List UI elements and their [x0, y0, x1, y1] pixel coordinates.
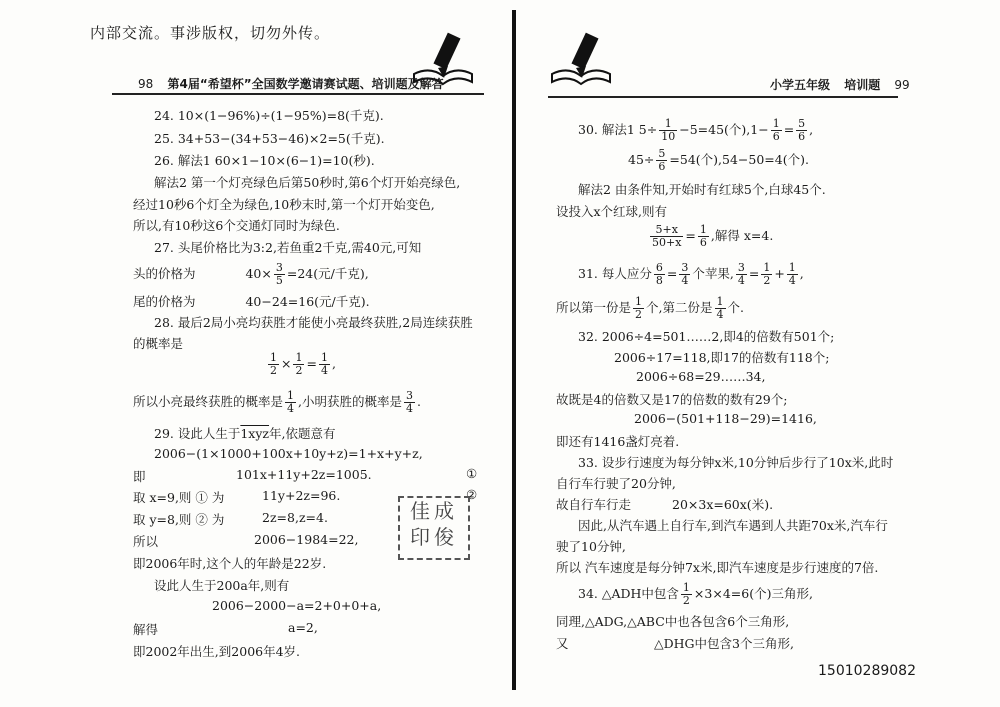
line-28-eq: $\frac{1}{2}$ × $\frac{1}{2}$ = $\frac{1}{4}$ , — [270, 351, 336, 377]
phone-number: 15010289082 — [818, 663, 916, 679]
right-logo — [548, 30, 614, 92]
line-29-3: 即 — [133, 469, 146, 484]
tail-price-expr: 40−24=16(元/千克). — [245, 294, 370, 309]
right-header-rule — [548, 96, 898, 98]
line-31-1: 31. 每人应分 $\frac{6}{8}$ = $\frac{3}{4}$ 个苹果, $\frac{3}{4}$ = $\frac{1}{2}$ + $\frac{1}{4}$ , — [578, 261, 804, 287]
line-29-1: 29. 设此人生于1xyz年,依题意有 — [154, 426, 336, 441]
head-price-expr-pre: 40× — [245, 266, 272, 281]
line-33-2: 自行车行驶了20分钟, — [556, 476, 676, 491]
top-note: 内部交流。事涉版权，切勿外传。 — [90, 24, 331, 42]
right-page-number: 99 — [894, 78, 910, 92]
line-29-5: 取 y=8,则 ② 为 — [133, 512, 225, 527]
line-29-10: 解得 — [133, 622, 159, 637]
line-30-1: 30. 解法1 5÷ $\frac{1}{10}$ −5=45(个),1− $\frac{1}{6}$ = $\frac{5}{6}$ , — [578, 117, 814, 143]
line-27: 27. 头尾价格比为3:2,若鱼重2千克,需40元,可知 — [154, 240, 422, 255]
line-33-4: 因此,从汽车遇上自行车,到汽车遇到人共距70x米,汽车行 — [578, 518, 888, 533]
right-header-section: 培训题 — [844, 78, 881, 92]
line-30-2: 45÷ $\frac{5}{6}$ =54(个),54−50=4(个). — [628, 147, 809, 173]
line-34-2: 同理,△ADG,△ABC中也各包含6个三角形, — [556, 614, 790, 629]
line-32-4: 故既是4的倍数又是17的倍数的数有29个; — [556, 392, 788, 407]
line-29-3-expr: 101x+11y+2z=1005. — [236, 467, 372, 482]
line-29-4: 取 x=9,则 ① 为 — [133, 490, 225, 505]
line-29-5-expr: 2z=8,z=4. — [262, 510, 328, 525]
line-34-3-expr: △DHG中包含3个三角形, — [654, 636, 794, 651]
line-33-3-expr: 20×3x=60x(米). — [672, 497, 774, 512]
left-header-rule — [112, 93, 484, 95]
line-26b-2: 经过10秒6个灯全为绿色,10秒末时,第一个灯开始变色, — [133, 197, 435, 212]
line-32-2: 2006÷17=118,即17的倍数有118个; — [614, 350, 830, 365]
line-26b-3: 所以,有10秒这6个交通灯同时为绿色. — [133, 218, 340, 233]
line-33-5: 驶了10分钟, — [556, 539, 626, 554]
book-spine — [512, 10, 516, 690]
line-32-1: 32. 2006÷4=501……2,即4的倍数有501个; — [578, 329, 835, 344]
line-33-3: 故自行车行走 — [556, 497, 632, 512]
line-27-head — [133, 262, 369, 287]
line-31-2: 所以第一份是 $\frac{1}{2}$ 个,第二份是 $\frac{1}{4}$ 个. — [556, 295, 744, 321]
line-27-tail — [133, 292, 370, 310]
line-34-1: 34. △ADH中包含 $\frac{1}{2}$ ×3×4=6(个)三角形, — [578, 581, 813, 607]
left-header-title: 第4届“希望杯”全国数学邀请赛试题、培训题及解答 — [167, 77, 444, 91]
fraction: $\frac{3}{5}$ — [275, 261, 283, 287]
line-33-6: 所以 汽车速度是每分钟7x米,即汽车速度是步行速度的7倍. — [556, 560, 879, 575]
line-26: 26. 解法1 60×1−10×(6−1)=10(秒). — [154, 153, 375, 168]
equation-mark-1: ① — [466, 466, 478, 481]
line-29-11: 即2002年出生,到2006年4岁. — [133, 644, 301, 659]
equation-mark-2: ② — [466, 487, 478, 502]
line-29-2: 2006−(1×1000+100x+10y+z)=1+x+y+z, — [154, 446, 423, 461]
line-33-1: 33. 设步行速度为每分钟x米,10分钟后步行了10x米,此时 — [578, 455, 894, 470]
line-29-9: 2006−2000−a=2+0+0+a, — [212, 598, 382, 613]
line-32-6: 即还有1416盏灯亮着. — [556, 434, 680, 449]
tail-price-label: 尾的价格为 — [133, 294, 196, 309]
line-28-1: 28. 最后2局小亮均获胜才能使小亮最终获胜,2局连续获胜 — [154, 315, 473, 330]
line-34-3: 又 — [556, 636, 569, 651]
head-price-label: 头的价格为 — [133, 266, 196, 281]
line-28-3: 所以小亮最终获胜的概率是 $\frac{1}{4}$ ,小明获胜的概率是 $\frac{3}{4}$ . — [133, 389, 421, 415]
line-30-3: 解法2 由条件知,开始时有红球5个,白球45个. — [578, 182, 826, 197]
line-29-6: 所以 — [133, 534, 159, 549]
line-29-4-expr: 11y+2z=96. — [262, 488, 341, 503]
line-32-5: 2006−(501+118−29)=1416, — [634, 411, 817, 426]
seal-stamp: 佳成印俊 — [398, 496, 470, 560]
line-29-10-expr: a=2, — [288, 620, 318, 635]
line-26b-1: 解法2 第一个灯亮绿色后第50秒时,第6个灯开始亮绿色, — [154, 175, 461, 190]
right-header-grade: 小学五年级 — [770, 78, 831, 92]
left-page-number: 98 — [138, 77, 154, 91]
line-28-2: 的概率是 — [133, 336, 184, 351]
line-24: 24. 10×(1−96%)÷(1−95%)=8(千克). — [154, 108, 384, 123]
line-29-8: 设此人生于200a年,则有 — [154, 578, 290, 593]
line-30-4: 设投入x个红球,则有 — [556, 204, 668, 219]
line-25: 25. 34+53−(34+53−46)×2=5(千克). — [154, 131, 385, 146]
pen-book-logo-icon — [548, 30, 614, 88]
right-header — [770, 76, 910, 93]
line-30-5: $\frac{5+x}{50+x}$ = $\frac{1}{6}$ ,解得 x=4. — [652, 223, 774, 249]
head-price-expr-post: =24(元/千克), — [286, 266, 369, 281]
line-29-6-expr: 2006−1984=22, — [254, 532, 359, 547]
line-29-7: 即2006年时,这个人的年龄是22岁. — [133, 556, 327, 571]
line-32-3: 2006÷68=29……34, — [636, 369, 766, 384]
left-header — [138, 75, 444, 92]
